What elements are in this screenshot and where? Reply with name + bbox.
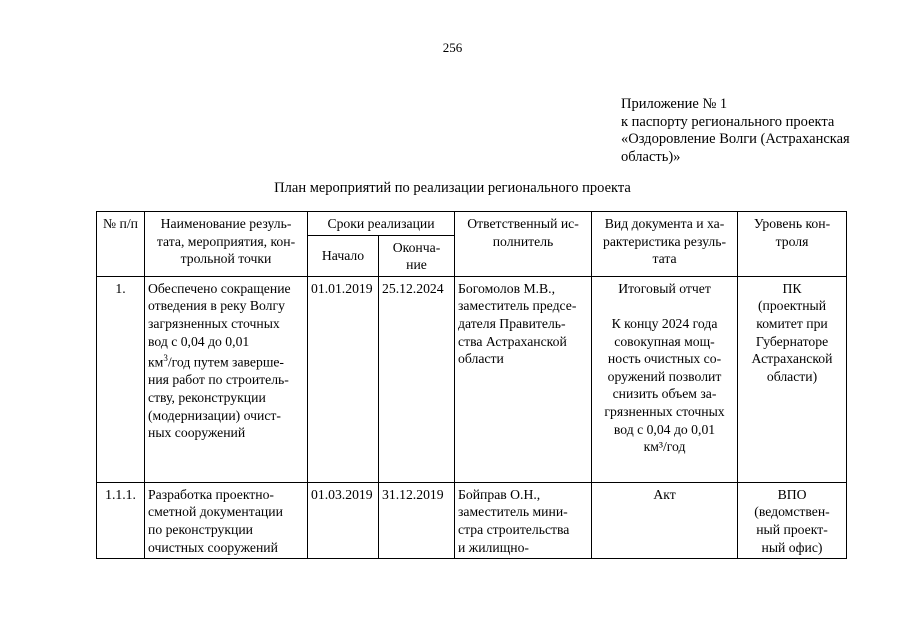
cell-responsible: Богомолов М.В., заместитель предсе- дателя Правитель- ства Астраханской области bbox=[455, 276, 592, 482]
cell-control: ВПО (ведомствен- ный проект- ный офис) bbox=[738, 482, 847, 558]
header-end: Оконча- ние bbox=[379, 235, 455, 276]
header-terms: Сроки реализации bbox=[308, 212, 455, 236]
cell-control: ПК (проектный комитет при Губернаторе Астраханской области) bbox=[738, 276, 847, 482]
cell-start: 01.03.2019 bbox=[308, 482, 379, 558]
appendix-line: область)» bbox=[621, 148, 681, 165]
cell-doc-type bbox=[592, 482, 738, 558]
header-doc-type: Вид документа и ха- рактеристика резуль- тата bbox=[592, 212, 738, 277]
cell-doc-title: Итоговый отчет bbox=[618, 280, 711, 296]
cell-name-superscript: 3 bbox=[163, 353, 168, 364]
header-name: Наименование резуль- тата, мероприятия, кон- трольной точки bbox=[145, 212, 308, 277]
cell-doc-type bbox=[592, 276, 738, 482]
header-row bbox=[97, 212, 847, 236]
header-num: № п/п bbox=[97, 212, 145, 277]
cell-num: 1. bbox=[97, 276, 145, 482]
cell-doc-desc: К концу 2024 года совокупная мощ- ность очистных со- оружений позволит снизить объем за- грязненных сточных вод с 0,04 до 0,01 км³/год bbox=[604, 315, 725, 455]
cell-doc-title: Акт bbox=[653, 486, 676, 502]
appendix-line: к паспорту регионального проекта bbox=[621, 113, 835, 130]
cell-num: 1.1.1. bbox=[97, 482, 145, 558]
cell-responsible: Бойправ О.Н., заместитель мини- стра строительства и жилищно- bbox=[455, 482, 592, 558]
cell-name bbox=[145, 276, 308, 482]
plan-table bbox=[96, 211, 847, 559]
table-row bbox=[97, 482, 847, 558]
page-number: 256 bbox=[442, 40, 463, 55]
cell-name: Разработка проектно- сметной документации по реконструкции очистных сооружений bbox=[145, 482, 308, 558]
header-responsible: Ответственный ис- полнитель bbox=[455, 212, 592, 277]
cell-end: 25.12.2024 bbox=[379, 276, 455, 482]
cell-name-text: Обеспечено сокращение отведения в реку Волгу загрязненных сточных вод с 0,04 до 0,01 км bbox=[148, 280, 291, 370]
appendix-heading bbox=[621, 96, 891, 166]
appendix-line: «Оздоровление Волги (Астраханская bbox=[621, 131, 850, 147]
header-start: Начало bbox=[308, 235, 379, 276]
plan-title: План мероприятий по реализации регионального проекта bbox=[274, 180, 631, 196]
cell-name-text-cont: /год путем заверше- ния работ по строитель- ству, реконструкции (модернизации) очист- ных сооружений bbox=[148, 354, 289, 441]
cell-end: 31.12.2019 bbox=[379, 482, 455, 558]
header-control: Уровень кон- троля bbox=[738, 212, 847, 277]
appendix-line: Приложение № 1 bbox=[621, 96, 728, 112]
table-row bbox=[97, 276, 847, 482]
cell-start: 01.01.2019 bbox=[308, 276, 379, 482]
